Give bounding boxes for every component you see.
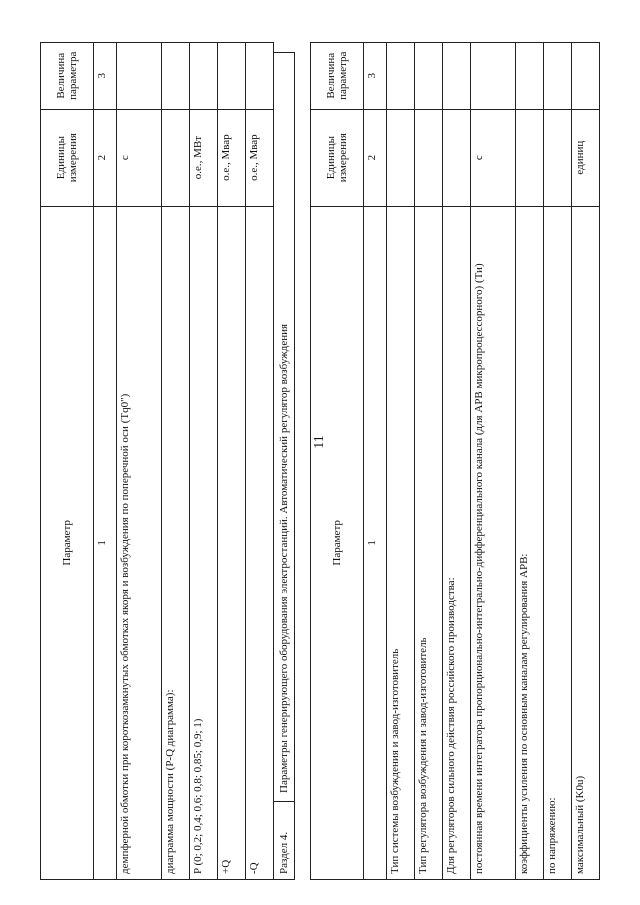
unit-cell: с <box>117 109 162 206</box>
param-cell: по напряжению: <box>544 206 572 879</box>
header-parameter: Параметр <box>311 206 364 879</box>
column-number-row <box>94 43 117 880</box>
param-cell: Тип системы возбуждения и завод-изготовитель <box>387 206 415 879</box>
param-cell: коэффициенты усиления по основным каналам регулирования АРВ: <box>516 206 544 879</box>
rotated-page-content <box>0 20 640 880</box>
unit-cell <box>516 109 544 206</box>
unit-cell: о.е., МВт <box>190 109 218 206</box>
header-units: Единицы измерения <box>311 109 364 206</box>
parameters-table-2 <box>310 42 600 880</box>
header-value: Величина параметра <box>311 43 364 110</box>
col-number: 1 <box>364 206 387 879</box>
value-cell <box>572 43 600 110</box>
unit-cell <box>162 109 190 206</box>
value-cell <box>471 43 516 110</box>
param-cell: P (0; 0,2; 0,4; 0,6; 0,8; 0,85; 0,9; 1) <box>190 206 218 879</box>
param-cell: -Q <box>246 206 274 879</box>
table-row <box>471 43 516 880</box>
value-cell <box>415 43 443 110</box>
column-number-row <box>364 43 387 880</box>
table-row <box>415 43 443 880</box>
value-cell <box>117 43 162 110</box>
table-row <box>544 43 572 880</box>
param-cell: +Q <box>218 206 246 879</box>
table-row <box>117 43 162 880</box>
parameters-table-1 <box>40 42 274 880</box>
unit-cell <box>415 109 443 206</box>
col-number: 3 <box>364 43 387 110</box>
value-cell <box>443 43 471 110</box>
param-cell: Для регуляторов сильного действия российского производства: <box>443 206 471 879</box>
table-row <box>387 43 415 880</box>
table-row <box>218 43 246 880</box>
unit-cell: единиц <box>572 109 600 206</box>
table-header-row <box>41 43 94 880</box>
value-cell <box>387 43 415 110</box>
page-number: 11 <box>312 435 327 449</box>
unit-cell <box>544 109 572 206</box>
section-number: Раздел 4. <box>274 801 294 879</box>
header-value: Величина параметра <box>41 43 94 110</box>
section-title: Параметры генерирующего оборудования электростанций. Автоматический регулятор возбуждения <box>278 323 290 793</box>
unit-cell: с <box>471 109 516 206</box>
unit-cell: о.е., Мвар <box>218 109 246 206</box>
param-cell: демпферной обмотки при короткозамкнутых обмотках якоря и возбуждения по поперечной оси (Tq0") <box>117 206 162 879</box>
value-cell <box>162 43 190 110</box>
unit-cell <box>387 109 415 206</box>
param-cell: диаграмма мощности (P-Q диаграмма): <box>162 206 190 879</box>
value-cell <box>246 43 274 110</box>
value-cell <box>516 43 544 110</box>
col-number: 2 <box>364 109 387 206</box>
table-row <box>190 43 218 880</box>
param-cell: Тип регулятора возбуждения и завод-изготовитель <box>415 206 443 879</box>
col-number: 3 <box>94 43 117 110</box>
table-header-row <box>311 43 364 880</box>
table-row <box>246 43 274 880</box>
value-cell <box>218 43 246 110</box>
col-number: 2 <box>94 109 117 206</box>
table-row <box>443 43 471 880</box>
value-cell <box>544 43 572 110</box>
table-row <box>572 43 600 880</box>
col-number: 1 <box>94 206 117 879</box>
unit-cell <box>443 109 471 206</box>
param-cell: постоянная времени интегратора пропорционально-интегрально-дифференциального канала (для АРВ микропроцессорного) (Ти) <box>471 206 516 879</box>
header-parameter: Параметр <box>41 206 94 879</box>
unit-cell: о.е., Мвар <box>246 109 274 206</box>
value-cell <box>190 43 218 110</box>
section-heading <box>273 52 295 880</box>
header-units: Единицы измерения <box>41 109 94 206</box>
param-cell: максимальный (K0u) <box>572 206 600 879</box>
table-row <box>162 43 190 880</box>
table-row <box>516 43 544 880</box>
